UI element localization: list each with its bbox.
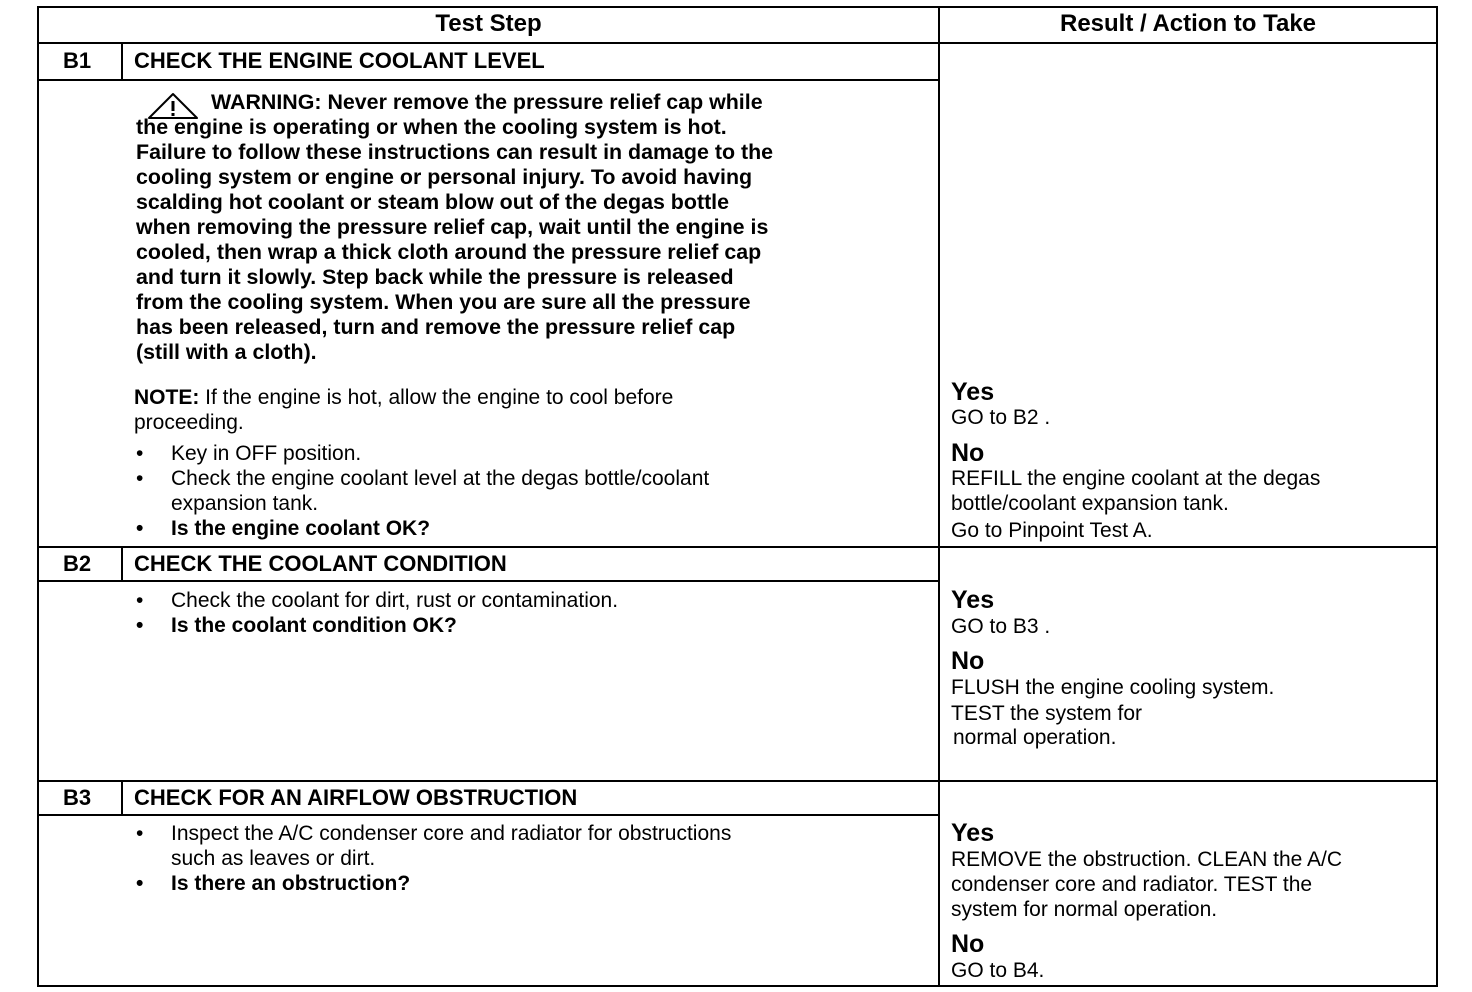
no-action-b2: TEST the system for — [951, 702, 1142, 725]
bullet-text: Key in OFF position. — [171, 442, 362, 465]
no-action-b1: bottle/coolant expansion tank. — [951, 492, 1229, 515]
warning-line: Failure to follow these instructions can result in damage to the — [136, 140, 774, 164]
bullet-text: expansion tank. — [171, 492, 319, 515]
note-text: If the engine is hot, allow the engine to cool before — [199, 386, 674, 409]
bullet-question: Is the coolant condition OK? — [171, 614, 457, 637]
bullet-dot: • — [136, 822, 144, 845]
bullet-dot: • — [136, 614, 144, 637]
id-divider-b3 — [121, 782, 123, 816]
warning-line: (still with a cloth). — [136, 340, 317, 364]
step-title-b1: CHECK THE ENGINE COOLANT LEVEL — [134, 48, 545, 73]
no-action-b3: GO to B4. — [951, 959, 1045, 982]
yes-action-b3: system for normal operation. — [951, 898, 1218, 921]
yes-action-b2: GO to B3 . — [951, 615, 1051, 638]
step-id-b3: B3 — [63, 785, 92, 810]
no-action-b1: Go to Pinpoint Test A. — [951, 519, 1153, 542]
bullet-text: Inspect the A/C condenser core and radiator for obstructions — [171, 822, 732, 845]
warning-line: when removing the pressure relief cap, wait until the engine is — [136, 215, 769, 239]
step-title-b3: CHECK FOR AN AIRFLOW OBSTRUCTION — [134, 785, 578, 810]
column-divider — [938, 8, 940, 985]
note-label: NOTE: — [134, 386, 200, 409]
bullet-dot: • — [136, 442, 144, 465]
no-action-b1: REFILL the engine coolant at the degas — [951, 467, 1321, 490]
yes-label-b1: Yes — [951, 378, 995, 406]
id-divider-b2 — [121, 548, 123, 582]
warning-line: and turn it slowly. Step back while the pressure is released — [136, 265, 734, 289]
note-line — [134, 385, 673, 410]
no-action-b2: normal operation. — [953, 726, 1117, 749]
header-result: Result / Action to Take — [1059, 10, 1317, 37]
yes-label-b3: Yes — [951, 819, 995, 847]
warning-line: cooled, then wrap a thick cloth around the pressure relief cap — [136, 240, 762, 264]
no-label-b3: No — [951, 930, 985, 958]
warning-line: the engine is operating or when the cooling system is hot. — [136, 115, 727, 139]
step-id-b1: B1 — [63, 48, 92, 73]
warning-line: from the cooling system. When you are sure all the pressure — [136, 290, 751, 314]
warning-line: WARNING: Never remove the pressure relief cap while — [211, 90, 763, 114]
no-action-b2: FLUSH the engine cooling system. — [951, 676, 1275, 699]
bullet-dot: • — [136, 589, 144, 612]
warning-line: cooling system or engine or personal injury. To avoid having — [136, 165, 753, 189]
no-label-b1: No — [951, 439, 985, 467]
warning-text — [136, 90, 773, 365]
bullet-question: Is the engine coolant OK? — [171, 517, 431, 540]
title-divider-b1 — [39, 79, 938, 81]
bullet-question: Is there an obstruction? — [171, 872, 411, 895]
bullet-dot: • — [136, 467, 144, 490]
bullet-text: Check the coolant for dirt, rust or contamination. — [171, 589, 619, 612]
yes-action-b3: REMOVE the obstruction. CLEAN the A/C — [951, 848, 1343, 871]
step-id-b2: B2 — [63, 551, 92, 576]
bullet-dot: • — [136, 517, 144, 540]
warning-line: scalding hot coolant or steam blow out of the degas bottle — [136, 190, 730, 214]
diagnostic-table — [37, 6, 1438, 987]
bullet-text: Check the engine coolant level at the degas bottle/coolant — [171, 467, 710, 490]
bullet-text: such as leaves or dirt. — [171, 847, 376, 870]
note-line: proceeding. — [134, 411, 244, 434]
bullet-dot: • — [136, 872, 144, 895]
header-test-step: Test Step — [435, 10, 542, 37]
no-label-b2: No — [951, 647, 985, 675]
yes-action-b3: condenser core and radiator. TEST the — [951, 873, 1313, 896]
yes-label-b2: Yes — [951, 586, 995, 614]
id-divider-b1 — [121, 44, 123, 80]
yes-action-b1: GO to B2 . — [951, 406, 1051, 429]
warning-line: has been released, turn and remove the pressure relief cap — [136, 315, 736, 339]
step-title-b2: CHECK THE COOLANT CONDITION — [134, 551, 507, 576]
